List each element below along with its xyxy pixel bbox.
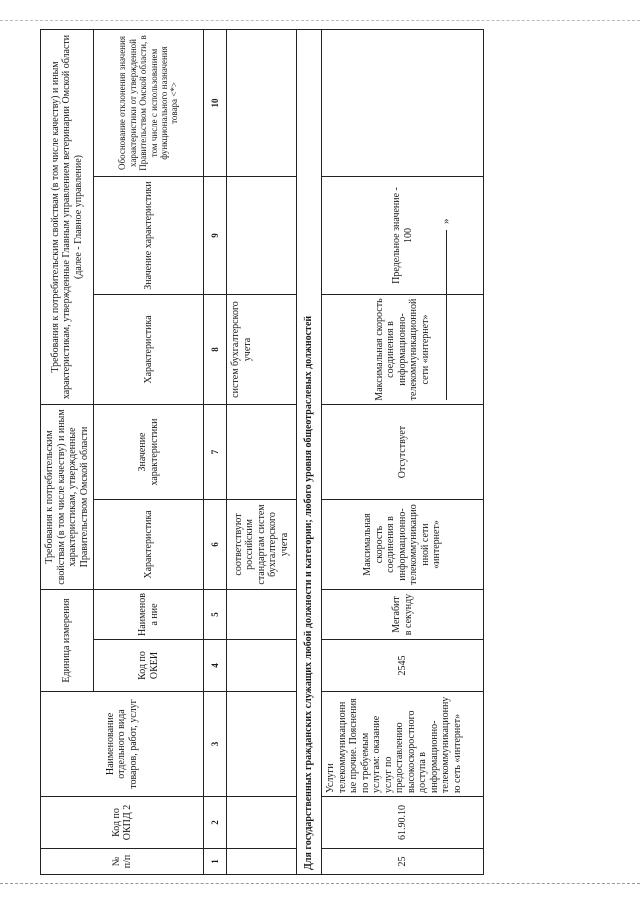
row-gov-char: Максимальная скорость соединения в информационно-телекоммуникационной сети «интернет» [322,500,484,590]
col-number: 6 [204,500,227,590]
section-title: Для государственных гражданских служащих любой должности и категории; любого уровня общеотраслевых должностей [297,29,322,874]
row-gov-val: Отсутствует [322,405,484,500]
header-req-gov: Требования к потребительским свойствам (в том числе качеству) и иным характеристикам, утвержденные Правительством Омской области [41,405,94,590]
row-unit-code: 2545 [322,640,484,692]
header-vet-val: Значение характеристики [94,177,204,295]
row-name: Услуги телекоммуникационные прочие. Пояснения по требуемым услугам: оказание услуг по предоставлению высокоскоростного доступа в информационно-телекоммуникационную сеть «интернет» [322,692,484,797]
col-number: 1 [204,849,227,875]
row-vet-char: Максимальная скорость соединения в информационно-телекоммуникационной сети «интернет» [322,295,484,405]
col-number: 5 [204,590,227,640]
header-gov-char: Характеристика [94,500,204,590]
closing-line [440,180,452,400]
row-unit-name: Мегабит в секунду [322,590,484,640]
col-number: 2 [204,797,227,849]
header-vet-just: Обоснование отклонения значения характеристики от утвержденной Правительством Омской области, в том числе с использованием функционального назначения товара <*> [94,29,204,176]
row-num: 25 [322,849,484,875]
header-vet-char: Характеристика [94,295,204,405]
header-gov-val: Значение характеристики [94,405,204,500]
requirements-table [40,29,484,875]
col-number: 7 [204,405,227,500]
col-number: 4 [204,640,227,692]
header-unit-name: Наименова ние [94,590,204,640]
scan-top-edge [0,20,640,22]
col-number: 10 [204,29,227,176]
signature-line [446,230,447,400]
header-num: № п/п [41,849,204,875]
row-vet-just [322,29,484,176]
header-okpd: Код по ОКПД 2 [41,797,204,849]
row-okpd: 61.90.10 [322,797,484,849]
header-unit-code: Код по ОКЕИ [94,640,204,692]
header-unit: Единица измерения [41,590,94,692]
rotated-table-container [40,30,600,875]
row-vet-val: Предельное значение - 100 [322,177,484,295]
header-name: Наименование отдельного вида товаров, работ, услуг [41,692,204,797]
header-req-vet: Требования к потребительским свойствам (в том числе качеству) и иным характеристикам, утвержденные Главным управлением ветеринарии Омской области (далее - Главное управление) [41,29,94,404]
continuation-gov-char: соответствуют российским стандартам систем бухгалтерского учета [227,500,297,590]
col-number: 3 [204,692,227,797]
continuation-vet-char: систем бухгалтерского учета [227,295,297,405]
table-row [322,29,484,874]
closing-quote: » [440,218,452,224]
continuation-row [227,29,297,874]
scan-bottom-edge [0,883,640,885]
col-number: 8 [204,295,227,405]
col-number: 9 [204,177,227,295]
